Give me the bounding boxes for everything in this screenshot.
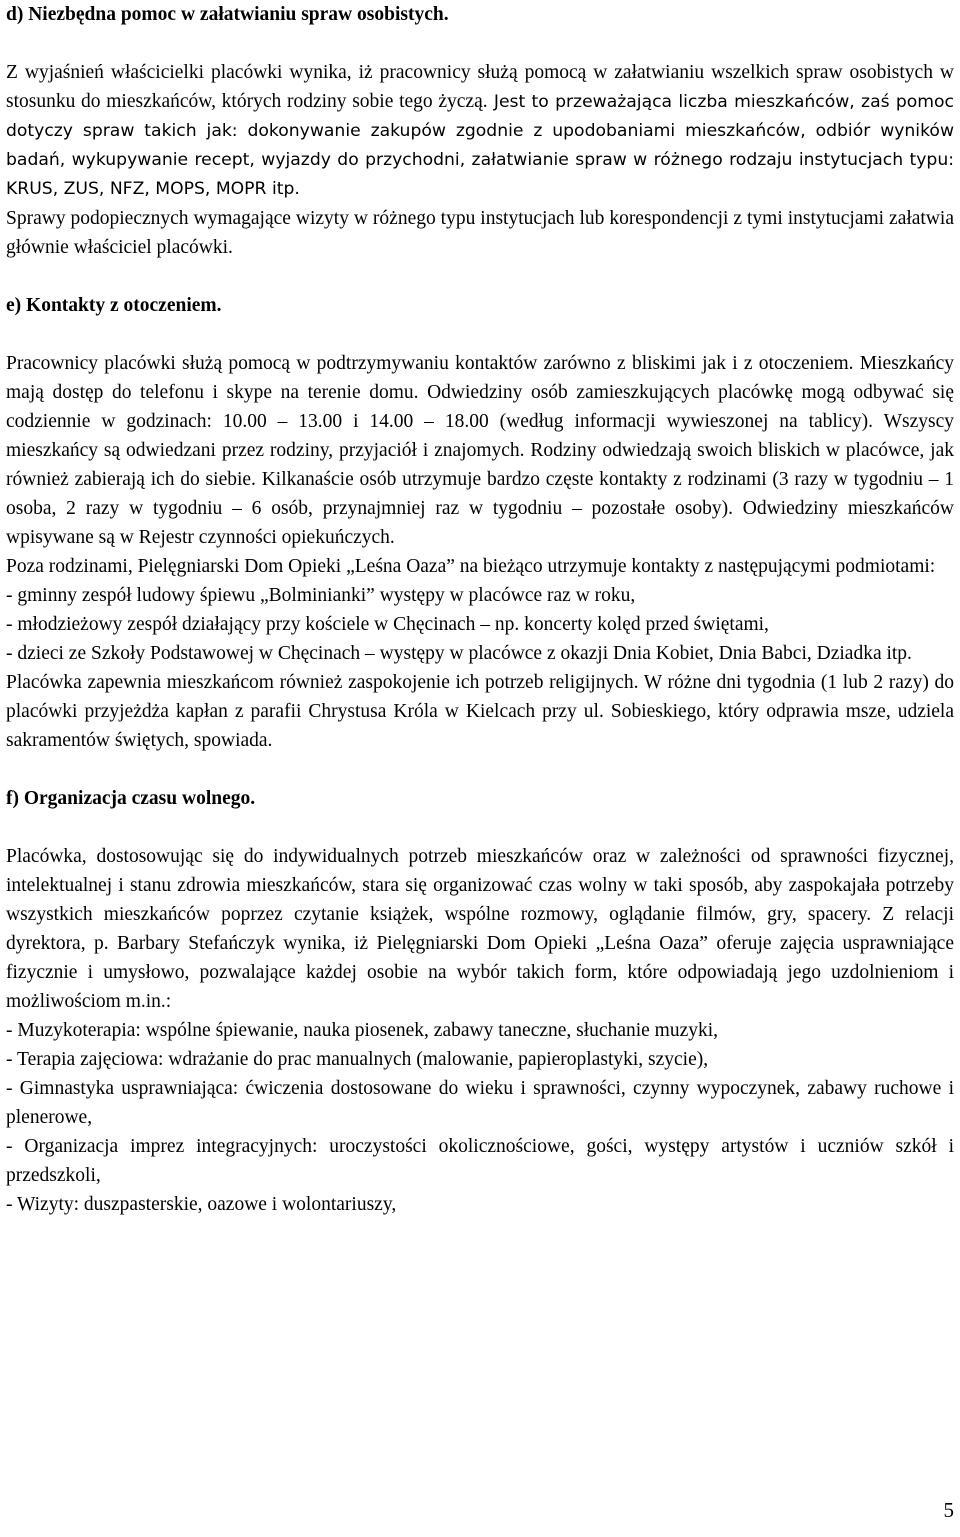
- list-item: - Wizyty: duszpasterskie, oazowe i wolontariuszy,: [6, 1194, 397, 1215]
- list-item: - Gimnastyka usprawniająca: ćwiczenia dostosowane do wieku i sprawności, czynny wypoczynek, zabawy ruchowe i plenerowe,: [6, 1078, 954, 1128]
- list-item: - Terapia zajęciowa: wdrażanie do prac manualnych (malowanie, papieroplastyki, szycie),: [6, 1049, 709, 1070]
- section-f-paragraph-1: Placówka, dostosowując się do indywidualnych potrzeb mieszkańców oraz w zależności od sprawności fizycznej, intelektualnej i stanu zdrowia mieszkańców, stara się organizować czas wolny w taki sposób, aby zaspokajała potrzeby wszystkich mieszkańców poprzez czytanie książek, wspólne rozmowy, oglądanie filmów, gry, spacery. Z relacji dyrektora, p. Barbary Stefańczyk wynika, iż Pielęgniarski Dom Opieki „Leśna Oaza” oferuje zajęcia usprawniające fizycznie i umysłowo, pozwalające każdej osobie na wybór takich form, które odpowiadają jego uzdolnieniom i możliwościom m.in.:: [6, 846, 954, 1012]
- list-item: - młodzieżowy zespół działający przy kościele w Chęcinach – np. koncerty kolęd przed świętami,: [6, 614, 769, 635]
- section-f-heading: f) Organizacja czasu wolnego.: [6, 788, 256, 809]
- list-item: - dzieci ze Szkoły Podstawowej w Chęcinach – występy w placówce z okazji Dnia Kobiet, Dnia Babci, Dziadka itp.: [6, 643, 912, 664]
- list-item: - gminny zespół ludowy śpiewu „Bolminianki” występy w placówce raz w roku,: [6, 585, 636, 606]
- list-item: - Muzykoterapia: wspólne śpiewanie, nauka piosenek, zabawy taneczne, słuchanie muzyki,: [6, 1020, 719, 1041]
- section-d-paragraph-1-sans: Jest to przeważająca liczba mieszkańców, zaś pomoc dotyczy spraw takich jak: dokonywanie zakupów zgodnie z upodobaniami mieszkańców, odbiór wyników badań, wykupywanie recept, wyjazdy do przychodni, załatwianie spraw w różnego rodzaju instytucjach typu: KRUS, ZUS, NFZ, MOPS, MOPR itp.: [6, 92, 954, 199]
- section-e-heading: e) Kontakty z otoczeniem.: [6, 295, 222, 316]
- section-e-paragraph-2: Poza rodzinami, Pielęgniarski Dom Opieki „Leśna Oaza” na bieżąco utrzymuje kontakty z następującymi podmiotami:: [6, 556, 936, 577]
- document-page: [6, 0, 954, 1219]
- list-item: - Organizacja imprez integracyjnych: uroczystości okolicznościowe, gości, występy artystów i uczniów szkół i przedszkoli,: [6, 1136, 954, 1186]
- section-e-paragraph-3: Placówka zapewnia mieszkańcom również zaspokojenie ich potrzeb religijnych. W różne dni tygodnia (1 lub 2 razy) do placówki przyjeżdża kapłan z parafii Chrystusa Króla w Kielcach przy ul. Sobieskiego, który odprawia msze, udziela sakramentów świętych, spowiada.: [6, 672, 954, 751]
- spacer: [6, 813, 954, 842]
- section-e-paragraph-1: Pracownicy placówki służą pomocą w podtrzymywaniu kontaktów zarówno z bliskimi jak i z otoczeniem. Mieszkańcy mają dostęp do telefonu i skype na terenie domu. Odwiedziny osób zamieszkujących placówkę mogą odbywać się codziennie w godzinach: 10.00 – 13.00 i 14.00 – 18.00 (według informacji wywieszonej na tablicy). Wszyscy mieszkańcy są odwiedzani przez rodziny, przyjaciół i znajomych. Rodziny odwiedzają swoich bliskich w placówce, jak również zabierają ich do siebie. Kilkanaście osób utrzymuje bardzo częste kontakty z rodzinami (3 razy w tygodniu – 1 osoba, 2 razy w tygodniu – 6 osób, przynajmniej raz w tygodniu – pozostałe osoby). Odwiedziny mieszkańców wpisywane są w Rejestr czynności opiekuńczych.: [6, 353, 954, 548]
- spacer: [6, 262, 954, 291]
- page-number: 5: [943, 1498, 954, 1522]
- section-d-heading: d) Niezbędna pomoc w załatwianiu spraw osobistych.: [6, 4, 449, 25]
- section-d-paragraph-1-serif: Z wyjaśnień właścicielki placówki wynika, iż pracownicy służą pomocą w załatwianiu wszelkich spraw osobistych w stosunku do mieszkańców, których rodziny sobie tego życzą.: [6, 62, 954, 112]
- section-d-paragraph-2: Sprawy podopiecznych wymagające wizyty w różnego typu instytucjach lub korespondencji z tymi instytucjami załatwia głównie właściciel placówki.: [6, 208, 954, 258]
- spacer: [6, 320, 954, 349]
- spacer: [6, 755, 954, 784]
- spacer: [6, 29, 954, 58]
- section-d-paragraph-1: [6, 58, 954, 204]
